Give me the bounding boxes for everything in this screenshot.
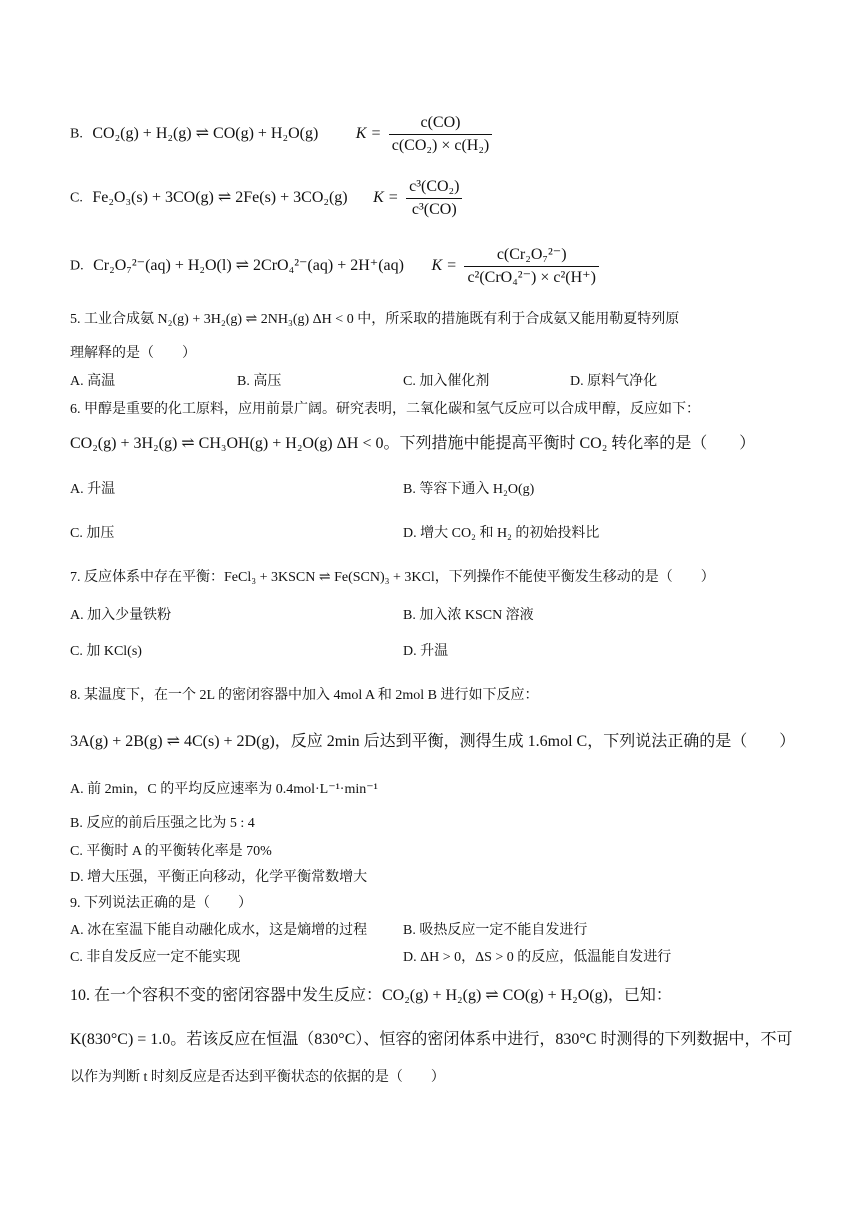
q8-stem-line1: 8. 某温度下，在一个 2L 的密闭容器中加入 4mol A 和 2mol B 进行如下反应：: [70, 688, 539, 703]
q9-option-d: D. ΔH > 0，ΔS > 0 的反应，低温能自发进行: [403, 950, 672, 965]
q8-option-b: B. 反应的前后压强之比为 5 : 4: [70, 816, 255, 831]
option-d-label: D.: [70, 258, 84, 274]
q9-option-b: B. 吸热反应一定不能自发进行: [403, 923, 588, 938]
option-c-fraction: [406, 176, 462, 221]
q5-option-d: D. 原料气净化: [570, 374, 658, 389]
option-d-equation: Cr₂O₇²⁻(aq) + H₂O(l) ⇌ 2CrO₄²⁻(aq) + 2H⁺(aq): [93, 256, 404, 274]
q8-option-c: C. 平衡时 A 的平衡转化率是 70%: [70, 844, 272, 859]
q8-option-d: D. 增大压强，平衡正向移动，化学平衡常数增大: [70, 870, 368, 885]
option-b-fraction: [389, 112, 492, 157]
q6-option-b: B. 等容下通入 H₂O(g): [403, 482, 535, 497]
option-b-k-label: K =: [355, 124, 382, 142]
q7-stem-line1: 7. 反应体系中存在平衡：FeCl₃ + 3KSCN ⇌ Fe(SCN)₃ + 3KCl，下列操作不能使平衡发生移动的是（ ）: [70, 570, 715, 585]
q10-stem-line3: 以作为判断 t 时刻反应是否达到平衡状态的依据的是（ ）: [70, 1070, 445, 1085]
q7-option-d: D. 升温: [403, 644, 449, 659]
option-b-label: B.: [70, 126, 83, 142]
option-c-row: [70, 176, 462, 221]
q9-option-c: C. 非自发反应一定不能实现: [70, 950, 241, 965]
q8-option-a: A. 前 2min，C 的平均反应速率为 0.4mol·L⁻¹·min⁻¹: [70, 782, 378, 797]
option-c-equation: Fe₂O₃(s) + 3CO(g) ⇌ 2Fe(s) + 3CO₂(g): [92, 188, 348, 206]
q5-stem-line2: 理解释的是（ ）: [70, 346, 196, 361]
q5-option-c: C. 加入催化剂: [403, 374, 490, 389]
q5-stem-line1: 5. 工业合成氨 N₂(g) + 3H₂(g) ⇌ 2NH₃(g) ΔH < 0 中，所采取的措施既有利于合成氨又能用勒夏特列原: [70, 312, 680, 327]
option-c-numerator: c³(CO₂): [406, 176, 462, 199]
q6-option-d: D. 增大 CO₂ 和 H₂ 的初始投料比: [403, 526, 600, 541]
option-b-denominator: c(CO₂) × c(H₂): [391, 137, 490, 154]
q7-option-a: A. 加入少量铁粉: [70, 608, 172, 623]
option-d-denominator: c²(CrO₄²⁻) × c²(H⁺): [467, 269, 596, 286]
option-b-row: [70, 112, 492, 157]
q10-stem-line1: 10. 在一个容积不变的密闭容器中发生反应：CO₂(g) + H₂(g) ⇌ CO(g) + H₂O(g)，已知：: [70, 987, 672, 1004]
q6-stem-line2: CO₂(g) + 3H₂(g) ⇌ CH₃OH(g) + H₂O(g) ΔH < 0。下列措施中能提高平衡时 CO₂ 转化率的是（ ）: [70, 435, 756, 452]
q9-stem-line1: 9. 下列说法正确的是（ ）: [70, 896, 252, 911]
q6-stem-line1: 6. 甲醇是重要的化工原料，应用前景广阔。研究表明，二氧化碳和氢气反应可以合成甲醇，反应如下：: [70, 402, 700, 417]
option-d-row: [70, 244, 599, 289]
option-d-fraction: [464, 244, 599, 289]
option-b-equation: CO₂(g) + H₂(g) ⇌ CO(g) + H₂O(g): [92, 124, 319, 142]
q9-option-a: A. 冰在室温下能自动融化成水，这是熵增的过程: [70, 923, 368, 938]
option-d-k-label: K =: [431, 256, 457, 274]
q6-option-a: A. 升温: [70, 482, 116, 497]
option-b-numerator: c(CO): [389, 112, 492, 135]
option-d-numerator: c(Cr₂O₇²⁻): [464, 244, 599, 267]
option-c-label: C.: [70, 190, 83, 206]
q8-stem-line2: 3A(g) + 2B(g) ⇌ 4C(s) + 2D(g)，反应 2min 后达到平衡，测得生成 1.6mol C，下列说法正确的是（ ）: [70, 733, 796, 750]
q7-option-c: C. 加 KCl(s): [70, 644, 142, 659]
option-c-k-label: K =: [373, 188, 399, 206]
option-c-denominator: c³(CO): [411, 201, 457, 218]
q5-option-b: B. 高压: [237, 374, 282, 389]
q10-stem-line2: K(830°C) = 1.0。若该反应在恒温（830°C）、恒容的密闭体系中进行，830°C 时测得的下列数据中，不可: [70, 1031, 793, 1048]
q6-option-c: C. 加压: [70, 526, 115, 541]
q5-option-a: A. 高温: [70, 374, 116, 389]
q7-option-b: B. 加入浓 KSCN 溶液: [403, 608, 534, 623]
